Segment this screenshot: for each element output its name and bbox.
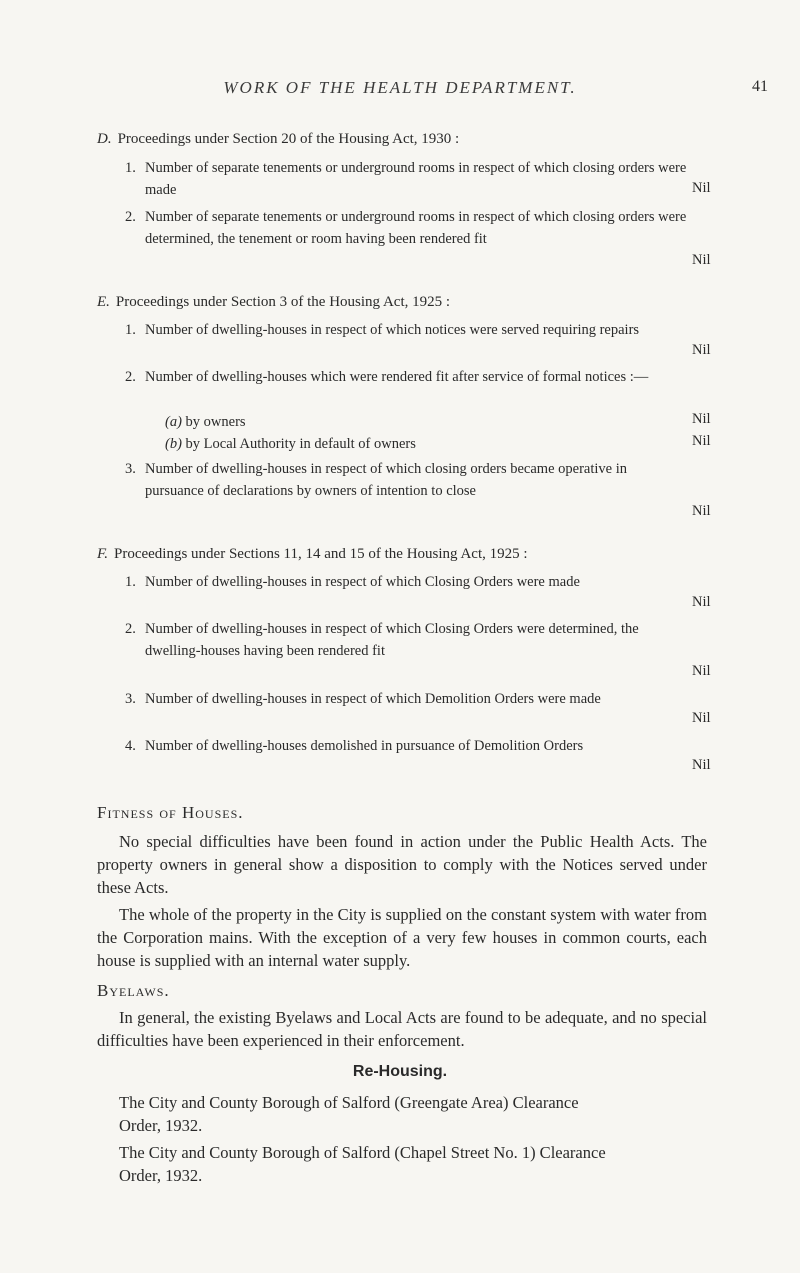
byelaws-paragraph: In general, the existing Byelaws and Local Acts are found to be adequate, and no special difficulties have been experienced in their enforcement. (97, 1008, 707, 1050)
item-text: Number of dwelling-houses in respect of which Demolition Orders were made (145, 691, 601, 707)
order-line: Order, 1932. (119, 1116, 203, 1135)
list-item (125, 206, 688, 250)
clearance-order-1 (97, 1091, 717, 1137)
item-number: 4. (125, 738, 136, 754)
order-line: The City and County Borough of Salford (Greengate Area) Clearance (119, 1093, 579, 1112)
item-number: 3. (125, 461, 136, 477)
item-text: Number of separate tenements or underground rooms in respect of which closing orders were determined, the tenement or room having been rendered fit (145, 209, 687, 247)
running-title: WORK OF THE HEALTH DEPARTMENT. (223, 78, 577, 97)
order-line: Order, 1932. (119, 1166, 203, 1185)
list-item (125, 688, 688, 710)
item-value: Nil (692, 180, 711, 196)
item-value: Nil (692, 594, 711, 610)
item-number: 1. (125, 574, 136, 590)
list-item (125, 319, 688, 341)
section-letter: F. (97, 546, 108, 562)
item-value: Nil (692, 663, 711, 679)
list-item (125, 571, 688, 593)
item-value: Nil (692, 411, 711, 427)
sub-item (165, 411, 688, 433)
section-title: Proceedings under Section 3 of the Housing Act, 1925 : (115, 294, 451, 310)
item-text: Number of dwelling-houses in respect of which notices were served requiring repairs (145, 322, 640, 338)
item-text: Number of dwelling-houses in respect of which Closing Orders were made (145, 574, 580, 590)
item-value: Nil (692, 710, 711, 726)
sub-text: by Local Authority in default of owners (185, 436, 416, 452)
item-value: Nil (692, 252, 711, 268)
fitness-paragraph-1: No special difficulties have been found in action under the Public Health Acts. The property owners in general show a disposition to comply with the Notices served under these Acts. (97, 832, 707, 897)
item-number: 2. (125, 621, 136, 637)
section-d-heading (97, 131, 459, 148)
section-letter: D. (97, 131, 112, 147)
list-item (125, 458, 688, 502)
item-number: 2. (125, 369, 136, 385)
section-f-heading (97, 546, 528, 563)
item-value: Nil (692, 433, 711, 449)
list-item (125, 735, 688, 757)
list-item (125, 366, 688, 388)
byelaws-heading: Byelaws. (97, 981, 170, 1000)
item-number: 1. (125, 322, 136, 338)
item-number: 2. (125, 209, 136, 225)
list-item (125, 157, 688, 201)
item-value: Nil (692, 757, 711, 773)
item-value: Nil (692, 503, 711, 519)
item-number: 1. (125, 160, 136, 176)
clearance-order-2 (97, 1141, 717, 1187)
sub-text: by owners (185, 414, 246, 430)
sub-letter: (b) (165, 436, 182, 452)
list-item (125, 618, 688, 662)
item-text: Number of separate tenements or underground rooms in respect of which closing orders were made (145, 160, 687, 198)
fitness-paragraph-2: The whole of the property in the City is supplied on the constant system with water from the Corporation mains. With the exception of a very few houses in common courts, each house is supplied with an internal water supply. (97, 905, 707, 970)
section-e-heading (97, 294, 450, 311)
item-text: Number of dwelling-houses which were rendered fit after service of formal notices :— (145, 369, 649, 385)
item-value: Nil (692, 342, 711, 358)
section-title: Proceedings under Section 20 of the Housing Act, 1930 : (117, 131, 460, 147)
item-number: 3. (125, 691, 136, 707)
sub-item (165, 433, 688, 455)
fitness-heading: Fitness of Houses. (97, 803, 244, 822)
section-letter: E. (97, 294, 110, 310)
item-text: Number of dwelling-houses in respect of which Closing Orders were determined, the dwelling-houses having been rendered fit (145, 621, 639, 659)
item-text: Number of dwelling-houses demolished in pursuance of Demolition Orders (145, 738, 584, 754)
section-title: Proceedings under Sections 11, 14 and 15 of the Housing Act, 1925 : (113, 546, 528, 562)
item-text: Number of dwelling-houses in respect of which closing orders became operative in pursuance of declarations by owners of intention to close (145, 461, 627, 499)
sub-letter: (a) (165, 414, 182, 430)
order-line: The City and County Borough of Salford (Chapel Street No. 1) Clearance (119, 1143, 606, 1162)
page-number: 41 (752, 78, 768, 95)
rehousing-heading: Re-Housing. (352, 1063, 448, 1080)
